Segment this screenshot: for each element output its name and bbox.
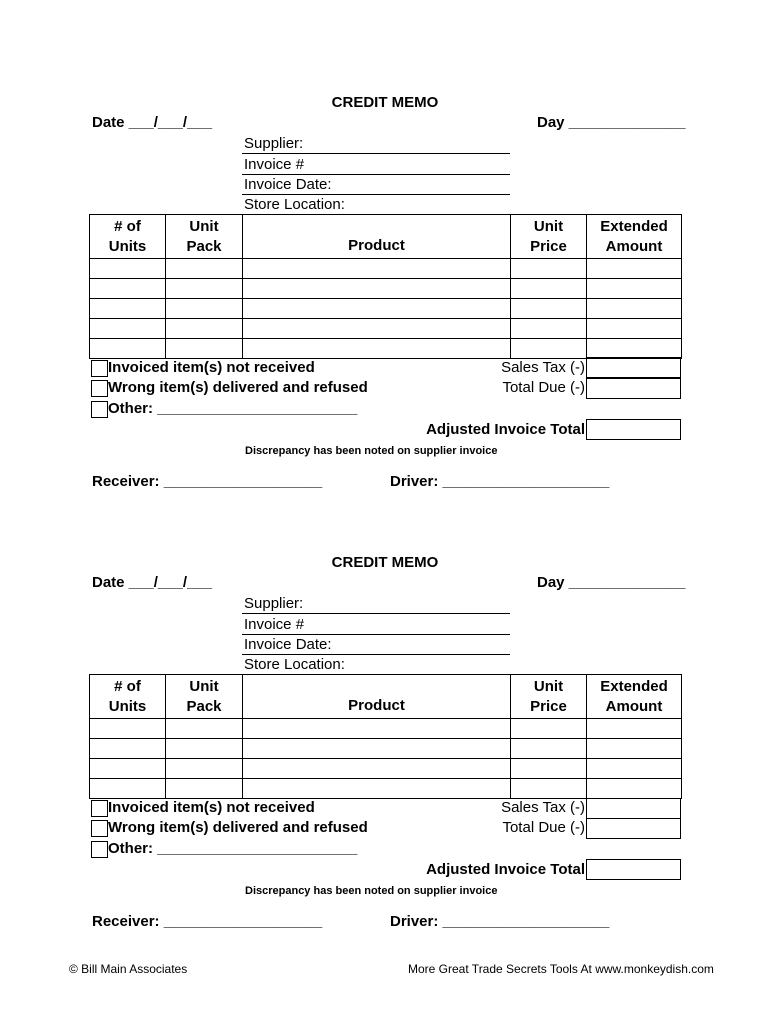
store-location-label: Store Location: xyxy=(244,196,345,213)
invoice-date-label: Invoice Date: xyxy=(244,636,332,653)
copyright-text: © Bill Main Associates xyxy=(69,962,188,976)
product-cell[interactable] xyxy=(243,299,511,319)
amount-cell[interactable] xyxy=(587,259,682,279)
amount-cell[interactable] xyxy=(587,279,682,299)
units-cell[interactable] xyxy=(90,779,166,799)
col-units-header: # of Units xyxy=(90,215,166,259)
pack-cell[interactable] xyxy=(166,279,243,299)
product-cell[interactable] xyxy=(243,779,511,799)
sales-tax-label: Sales Tax (-) xyxy=(501,799,585,816)
supplier-label: Supplier: xyxy=(244,135,304,152)
credit-memo-2 xyxy=(0,460,770,900)
option-not-received-label: Invoiced item(s) not received xyxy=(108,359,315,376)
pack-cell[interactable] xyxy=(166,259,243,279)
invoice-date-label: Invoice Date: xyxy=(244,176,332,193)
driver-field[interactable]: Driver: ____________________ xyxy=(390,913,610,930)
col-product-header: Product xyxy=(243,215,511,259)
product-cell[interactable] xyxy=(243,719,511,739)
units-cell[interactable] xyxy=(90,319,166,339)
pack-cell[interactable] xyxy=(166,299,243,319)
table-row xyxy=(90,259,682,279)
pack-cell[interactable] xyxy=(166,779,243,799)
invoice-date-field[interactable] xyxy=(242,635,510,655)
product-cell[interactable] xyxy=(243,339,511,359)
option-other-label[interactable]: Other: ________________________ xyxy=(108,400,358,417)
units-cell[interactable] xyxy=(90,759,166,779)
amount-cell[interactable] xyxy=(587,339,682,359)
table-row xyxy=(90,299,682,319)
items-table xyxy=(89,214,682,359)
day-field[interactable]: Day ______________ xyxy=(537,574,686,591)
units-cell[interactable] xyxy=(90,279,166,299)
sales-tax-box[interactable] xyxy=(586,357,681,378)
table-row xyxy=(90,759,682,779)
product-cell[interactable] xyxy=(243,739,511,759)
memo-title: CREDIT MEMO xyxy=(331,554,439,571)
invoice-number-label: Invoice # xyxy=(244,156,305,173)
invoice-number-field[interactable] xyxy=(242,615,510,635)
col-pack-header: Unit Pack xyxy=(166,675,243,719)
price-cell[interactable] xyxy=(511,279,587,299)
checkbox-other[interactable] xyxy=(91,401,108,418)
adjusted-total-box[interactable] xyxy=(586,859,681,880)
driver-field[interactable]: Driver: ____________________ xyxy=(390,473,610,490)
checkbox-wrong-items[interactable] xyxy=(91,820,108,837)
total-due-label: Total Due (-) xyxy=(502,819,585,836)
amount-cell[interactable] xyxy=(587,779,682,799)
units-cell[interactable] xyxy=(90,339,166,359)
supplier-field[interactable] xyxy=(242,594,510,614)
store-location-field[interactable] xyxy=(242,195,510,214)
units-cell[interactable] xyxy=(90,739,166,759)
pack-cell[interactable] xyxy=(166,319,243,339)
col-price-header: Unit Price xyxy=(511,675,587,719)
amount-cell[interactable] xyxy=(587,319,682,339)
col-pack-header: Unit Pack xyxy=(166,215,243,259)
credit-memo-1 xyxy=(0,0,770,440)
supplier-field[interactable] xyxy=(242,134,510,154)
price-cell[interactable] xyxy=(511,259,587,279)
adjusted-total-label: Adjusted Invoice Total xyxy=(426,421,585,438)
col-units-header: # of Units xyxy=(90,675,166,719)
discrepancy-note: Discrepancy has been noted on supplier invoice xyxy=(245,885,498,897)
price-cell[interactable] xyxy=(511,759,587,779)
table-row xyxy=(90,719,682,739)
sales-tax-label: Sales Tax (-) xyxy=(501,359,585,376)
price-cell[interactable] xyxy=(511,739,587,759)
price-cell[interactable] xyxy=(511,299,587,319)
option-not-received-label: Invoiced item(s) not received xyxy=(108,799,315,816)
units-cell[interactable] xyxy=(90,299,166,319)
receiver-field[interactable]: Receiver: ___________________ xyxy=(92,473,323,490)
product-cell[interactable] xyxy=(243,759,511,779)
product-cell[interactable] xyxy=(243,279,511,299)
product-cell[interactable] xyxy=(243,259,511,279)
amount-cell[interactable] xyxy=(587,739,682,759)
option-wrong-items-label: Wrong item(s) delivered and refused xyxy=(108,819,368,836)
pack-cell[interactable] xyxy=(166,759,243,779)
total-due-box[interactable] xyxy=(586,818,681,839)
invoice-number-field[interactable] xyxy=(242,155,510,175)
day-field[interactable]: Day ______________ xyxy=(537,114,686,131)
table-header-row xyxy=(90,215,682,259)
option-other-label[interactable]: Other: ________________________ xyxy=(108,840,358,857)
table-row xyxy=(90,279,682,299)
invoice-date-field[interactable] xyxy=(242,175,510,195)
date-field[interactable]: Date ___/___/___ xyxy=(92,114,213,131)
table-row xyxy=(90,339,682,359)
col-amount-header: Extended Amount xyxy=(587,215,682,259)
adjusted-total-box[interactable] xyxy=(586,419,681,440)
promo-text: More Great Trade Secrets Tools At www.monkeydish.com xyxy=(408,962,714,976)
date-field[interactable]: Date ___/___/___ xyxy=(92,574,213,591)
adjusted-total-label: Adjusted Invoice Total xyxy=(426,861,585,878)
price-cell[interactable] xyxy=(511,339,587,359)
invoice-number-label: Invoice # xyxy=(244,616,305,633)
table-header-row xyxy=(90,675,682,719)
checkbox-wrong-items[interactable] xyxy=(91,380,108,397)
discrepancy-note: Discrepancy has been noted on supplier invoice xyxy=(245,445,498,457)
memo-title: CREDIT MEMO xyxy=(331,94,439,111)
items-table xyxy=(89,674,682,799)
col-product-header: Product xyxy=(243,675,511,719)
amount-cell[interactable] xyxy=(587,719,682,739)
store-location-field[interactable] xyxy=(242,655,510,674)
table-row xyxy=(90,779,682,799)
store-location-label: Store Location: xyxy=(244,656,345,673)
pack-cell[interactable] xyxy=(166,339,243,359)
price-cell[interactable] xyxy=(511,779,587,799)
units-cell[interactable] xyxy=(90,259,166,279)
sales-tax-box[interactable] xyxy=(586,798,681,819)
checkbox-other[interactable] xyxy=(91,841,108,858)
table-row xyxy=(90,739,682,759)
receiver-field[interactable]: Receiver: ___________________ xyxy=(92,913,323,930)
supplier-label: Supplier: xyxy=(244,595,304,612)
checkbox-not-received[interactable] xyxy=(91,360,108,377)
product-cell[interactable] xyxy=(243,319,511,339)
checkbox-not-received[interactable] xyxy=(91,800,108,817)
total-due-label: Total Due (-) xyxy=(502,379,585,396)
table-row xyxy=(90,319,682,339)
pack-cell[interactable] xyxy=(166,719,243,739)
pack-cell[interactable] xyxy=(166,739,243,759)
option-wrong-items-label: Wrong item(s) delivered and refused xyxy=(108,379,368,396)
total-due-box[interactable] xyxy=(586,378,681,399)
amount-cell[interactable] xyxy=(587,299,682,319)
col-price-header: Unit Price xyxy=(511,215,587,259)
price-cell[interactable] xyxy=(511,319,587,339)
col-amount-header: Extended Amount xyxy=(587,675,682,719)
units-cell[interactable] xyxy=(90,719,166,739)
amount-cell[interactable] xyxy=(587,759,682,779)
price-cell[interactable] xyxy=(511,719,587,739)
